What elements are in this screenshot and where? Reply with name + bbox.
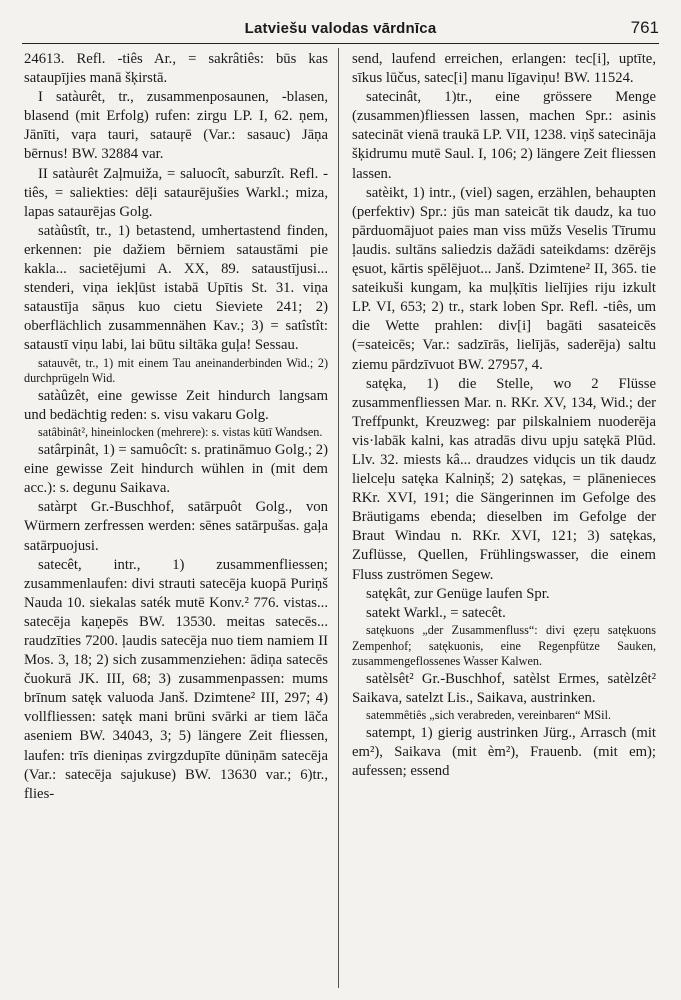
dictionary-entry: satàûzêt, eine gewisse Zeit hindurch langsam und bedächtig reden: s. visu vakaru Golg.: [24, 388, 328, 424]
dictionary-entry: II satàurêt Zaļmuiža, = saluocît, saburzît. Refl. -tiês, = saliekties: dēļi sataurējušies Warkl.; miza, lapas sataurējas Golg.: [24, 165, 328, 220]
dictionary-entry: satękât, zur Genüge laufen Spr.: [366, 585, 550, 602]
right-column: [352, 50, 656, 985]
dictionary-entry: satèikt, 1) intr., (viel) sagen, erzählen, behaupten (perfektiv) Spr.: jūs man sateicāt tik daudz, ka tuo pārduomājuot paies man viss mūžs Veselis Tīrumu ļaudis. sultāns saliedzis dažādi sateikdams: dzērējs ęsuot, kārtis spēlējuot... Janš. Dzimtene² II, 365. tie sateikuši kungam, ka muļķītis lielījies riju izkult LP. VI, 653; 2) tr., stark loben Spr. Refl. -tiês, um die Wette prahlen: div[i] bagāti sasateicēs (=sateicēs; Var.: sadzīrās, lielījās, saderēja) saltu ziemu pārdzīvuot BW. 27957, 4.: [352, 184, 656, 373]
dictionary-entry: satempt, 1) gierig austrinken Jürg., Arrasch (mit em²), Saikava (mit èm²), Frauenb. (mit em); aufessen; essend: [352, 725, 656, 780]
dictionary-entry: satârpinât, 1) = samuôcît: s. pratināmuo Golg.; 2) eine gewisse Zeit hindurch wühlen in (mit dem acc.): s. degunu Saikava.: [24, 442, 328, 497]
dictionary-entry: satauvêt, tr., 1) mit einem Tau aneinanderbinden Wid.; 2) durchprügeln Wid.: [24, 355, 328, 386]
dictionary-title: Latviešu valodas vārdnīca: [244, 20, 437, 37]
dictionary-entry: satâbinât², hineinlocken (mehrere): s. vistas kūtī Wandsen.: [38, 425, 323, 440]
dictionary-entry: satękuons „der Zusammenfluss“: divi ęzeŗu satękuons Zempenhof; satękuonis, eine Regenpfütze Sauken, zusammengeflossenes Wasser Kalwen.: [352, 622, 656, 669]
dictionary-entry: satàrpt Gr.-Buschhof, satārpuôt Golg., von Würmern zerfressen werden: sēnes satārpušas. gaļa satārpuojusi.: [24, 499, 328, 554]
column-divider: [338, 48, 339, 988]
dictionary-entry: satèlsêt² Gr.-Buschhof, satèlst Ermes, satèlzêt² Saikava, satelzt Lis., Saikava, austrinken.: [352, 671, 656, 707]
dictionary-entry: satecinât, 1)tr., eine grössere Menge (zusammen)fliessen lassen, machen Spr.: asinis satecināt vienā traukā LP. VII, 1238. viņš satecināja šķidrumu mutē Saul. I, 106; 2) längere Zeit fliessen lassen.: [352, 89, 656, 182]
dictionary-entry: satàûstît, tr., 1) betastend, umhertastend finden, erkennen: pie dažiem bērniem sataustāmi pie kakla... sacietējumi A. XX, 89. sataustīјusi... stenderi, viņa iekļūst istabā Upītis St. 31. viņa sataustīja sāņus kuo cietu Sieviete 241; 2) oberflächlich zusammennähen Kav.; 3) = satîstît: sataustī viņu labi, lai būtu siltāka guļa! Sessau.: [24, 222, 328, 354]
dictionary-entry: satecêt, intr., 1) zusammenfliessen; zusammenlaufen: divi strauti satecēja kuopā Puriņš Nauda 10. siekalas saték mutē Konv.² 776. vistas... satecēja kaņepēs BW. 13530. meitas satecēs... raudzīties 7200. ļaudis satecēja nuo tiem namiem II Mos. 3, 18; 2) sich zusammenziehen: ādiņa satecēs čuokurā JK. III, 68; 3) zusammenpassen: mums brīnum satęk valuoda Janš. Dzimtene² III, 297; 4) vollfliessen: satęk mani brūni svārki ar tiem lāča aseniem BW. 34043, 3; 5) längere Zeit fliessen, laufen: trīs dieniņas zvirgzdupīte dūniņām satecēja (Var.: satecēja sajukuse) BW. 13630 var.; 6)tr., flies-: [24, 556, 328, 802]
page-number: 761: [630, 18, 659, 37]
left-column: [24, 50, 328, 985]
dictionary-entry: send, laufend erreichen, erlangen: tec[i], uptīte, sīkus lūčus, satec[i] manu līgaviņu! BW. 11524.: [352, 51, 656, 87]
header-rule: [22, 43, 659, 44]
dictionary-entry: satekt Warkl., = satecêt.: [366, 604, 506, 621]
dictionary-entry: I satàurêt, tr., zusammenposaunen, -blasen, blasend (mit Erfolg) rufen: zirgu LP. I, 62. ņem, Jānīti, vaŗa tauri, satauŗē (Var.: sasauc) Jāņa bērnus! BW. 32884 var.: [24, 89, 328, 163]
dictionary-entry: satemmêtiês „sich verabreden, vereinbaren“ MSil.: [366, 708, 612, 723]
dictionary-entry: 24613. Refl. -tiês Ar., = sakrâtiês: būs kas sataupījies manā šķirstā.: [24, 51, 328, 87]
dictionary-entry: satęka, 1) die Stelle, wo 2 Flüsse zusammenfliessen Mar. n. RKr. XV, 134, Wid.; der Treffpunkt, Kreuzweg: par pilskalniem nuoderēja vis·labāk kalni, kas atradās divu upju satękā Plūd. Llv. 32. miests kâ... draudzes vidųcis un tik daudz lielceļu satęka Kalniņš; 2) satękas, = plānenieces RKr. XVI, 191; die Sängerinnen im Gefolge des Bräutigams ebenda; dieselben im Gefolge der Braut Windau n. RKr. XVI, 121; 3) satękas, Zuflüsse, Quellen, Frühlingswasser, die einem Fluss zuströmen Segew.: [352, 375, 656, 583]
page-header: [22, 10, 659, 44]
